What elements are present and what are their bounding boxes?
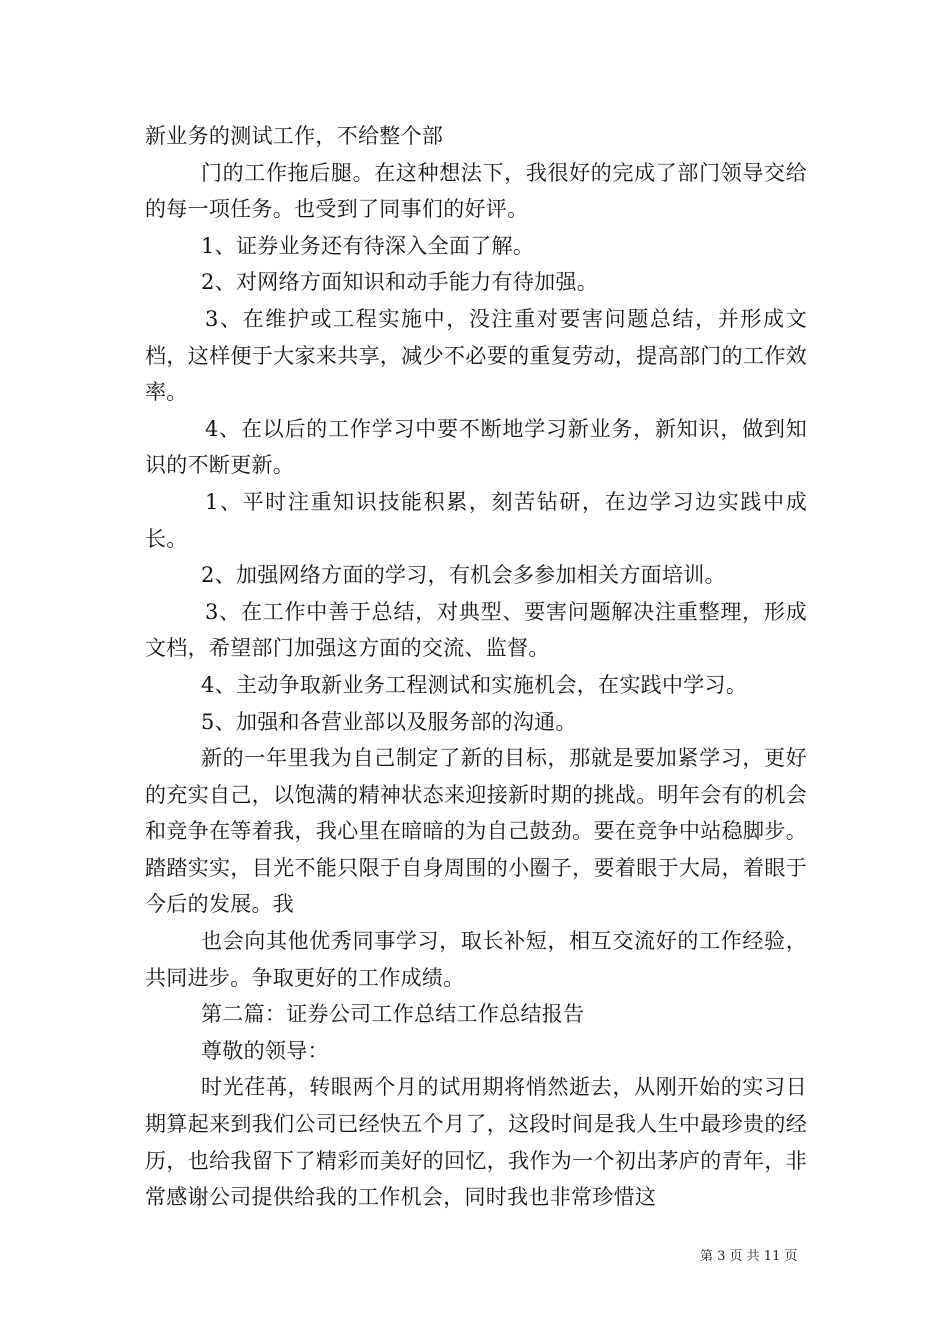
- paragraph-10: 4、主动争取新业务工程测试和实施机会，在实践中学习。: [201, 672, 748, 697]
- section-heading: 第二篇：证券公司工作总结工作总结报告: [201, 1002, 585, 1027]
- paragraph-4: 2、对网络方面知识和动手能力有待加强。: [201, 270, 599, 295]
- page-number-footer: 第 3 页 共 11 页: [700, 1249, 798, 1264]
- paragraph-16: 时光荏苒，转眼两个月的试用期将悄然逝去，从刚开始的实习日期算起来到我们公司已经快五个月了，这段时间是我人生中最珍贵的经历，也给我留下了精彩而美好的回忆，我作为一个初出茅庐的青年，非常感谢公司提供给我的工作机会，同时我也非常珍惜这: [145, 1075, 807, 1210]
- paragraph-9: 3、在工作中善于总结，对典型、要害问题解决注重整理，形成文档，希望部门加强这方面的交流、监督。: [145, 599, 807, 661]
- paragraph-8: 2、加强网络方面的学习，有机会多参加相关方面培训。: [201, 563, 726, 588]
- paragraph-7: 1、平时注重知识技能积累，刻苦钻研，在边学习边实践中成长。: [145, 489, 807, 551]
- paragraph-11: 5、加强和各营业部以及服务部的沟通。: [201, 709, 577, 734]
- paragraph-2: 门的工作拖后腿。在这种想法下，我很好的完成了部门领导交给的每一项任务。也受到了同事们的好评。: [145, 160, 807, 222]
- document-body: [145, 118, 807, 1216]
- paragraph-12: 新的一年里我为自己制定了新的目标，那就是要加紧学习，更好的充实自己，以饱满的精神状态来迎接新时期的挑战。明年会有的机会和竞争在等着我，我心里在暗暗的为自己鼓劲。要在竞争中站稳脚步。踏踏实实，目光不能只限于自身周围的小圈子，要着眼于大局，着眼于今后的发展。我: [145, 746, 807, 917]
- paragraph-13: 也会向其他优秀同事学习，取长补短，相互交流好的工作经验，共同进步。争取更好的工作成绩。: [145, 929, 807, 990]
- paragraph-3: 1、证券业务还有待深入全面了解。: [201, 233, 535, 258]
- salutation: 尊敬的领导：: [201, 1038, 329, 1063]
- paragraph-5: 3、在维护或工程实施中，没注重对要害问题总结，并形成文档，这样便于大家来共享，减少不必要的重复劳动，提高部门的工作效率。: [145, 306, 807, 405]
- paragraph-1: 新业务的测试工作，不给整个部: [145, 124, 444, 148]
- paragraph-6: 4、在以后的工作学习中要不断地学习新业务，新知识，做到知识的不断更新。: [145, 416, 807, 478]
